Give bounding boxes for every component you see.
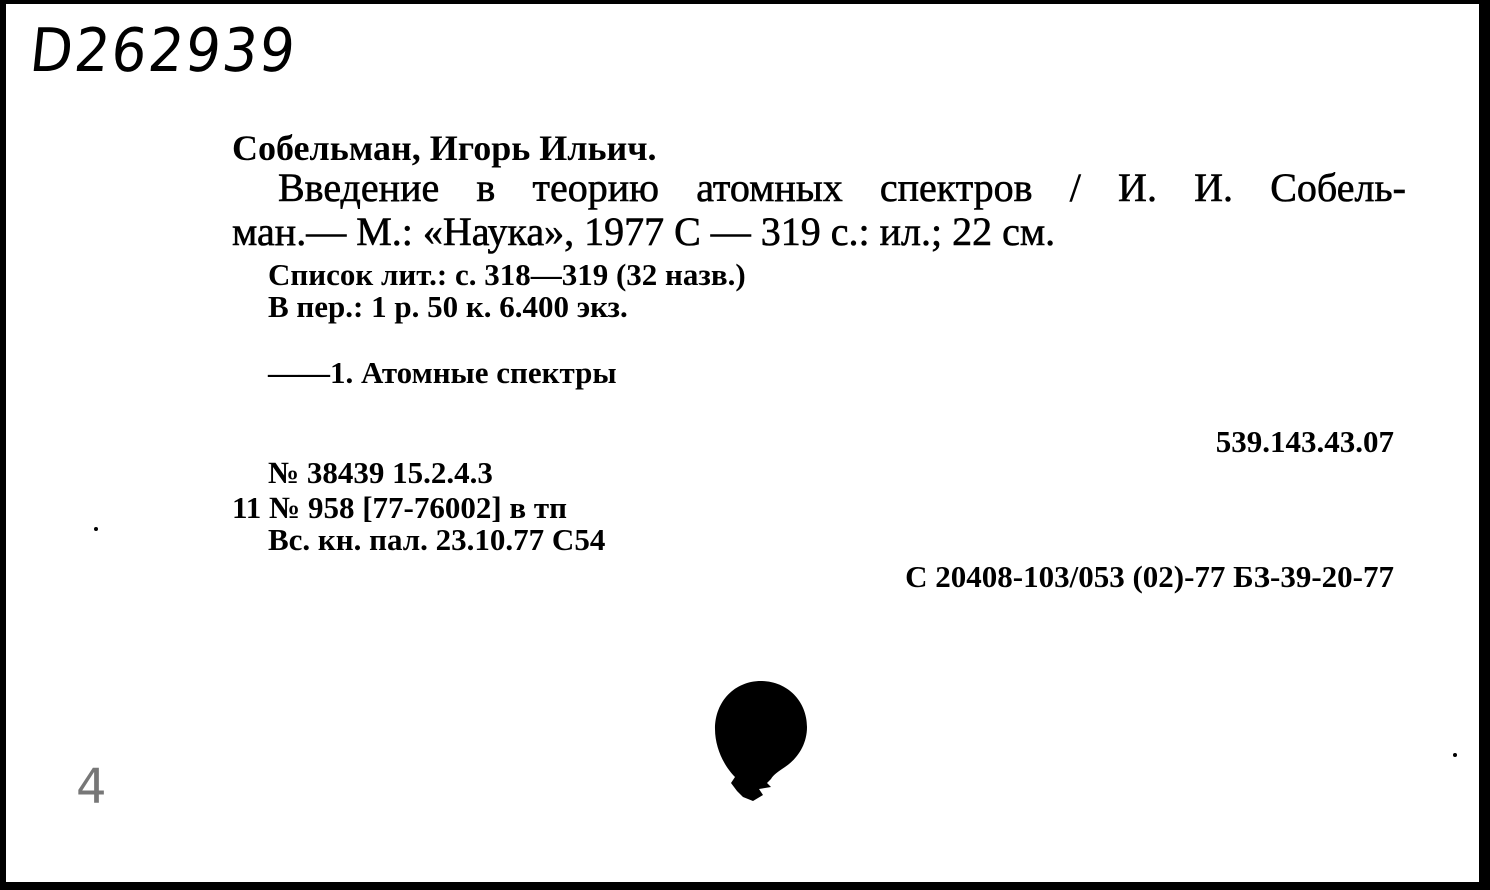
punch-hole [713, 679, 809, 803]
title-line-1: Введение в теорию атомных спектров / И. И. Собель- [278, 165, 1406, 210]
book-chamber-registry: Вс. кн. пал. 23.10.77 С54 [268, 522, 606, 557]
speck-right [1453, 753, 1457, 757]
udc-code: 539.143.43.07 [1215, 424, 1394, 459]
accession-number: № 38439 15.2.4.3 [268, 455, 493, 490]
subject-heading: ——1. Атомные спектры [268, 355, 617, 390]
handwritten-call-number: D262939 [26, 16, 301, 86]
pencil-mark: 4 [76, 759, 107, 815]
price-note: В пер.: 1 р. 50 к. 6.400 экз. [268, 289, 628, 324]
speck-left [94, 527, 98, 531]
title-line-2: ман.— М.: «Наука», 1977 С — 319 с.: ил.; 22 см. [232, 209, 1056, 254]
bibliography-note: Список лит.: с. 318—319 (32 назв.) [268, 257, 746, 292]
card-border-right [1479, 4, 1481, 882]
order-number: 11 № 958 [77-76002] в тп [232, 490, 567, 525]
author-heading: Собельман, Игорь Ильич. [232, 128, 657, 168]
catalog-code: С 20408-103/053 (02)-77 БЗ-39-20-77 [905, 559, 1394, 594]
